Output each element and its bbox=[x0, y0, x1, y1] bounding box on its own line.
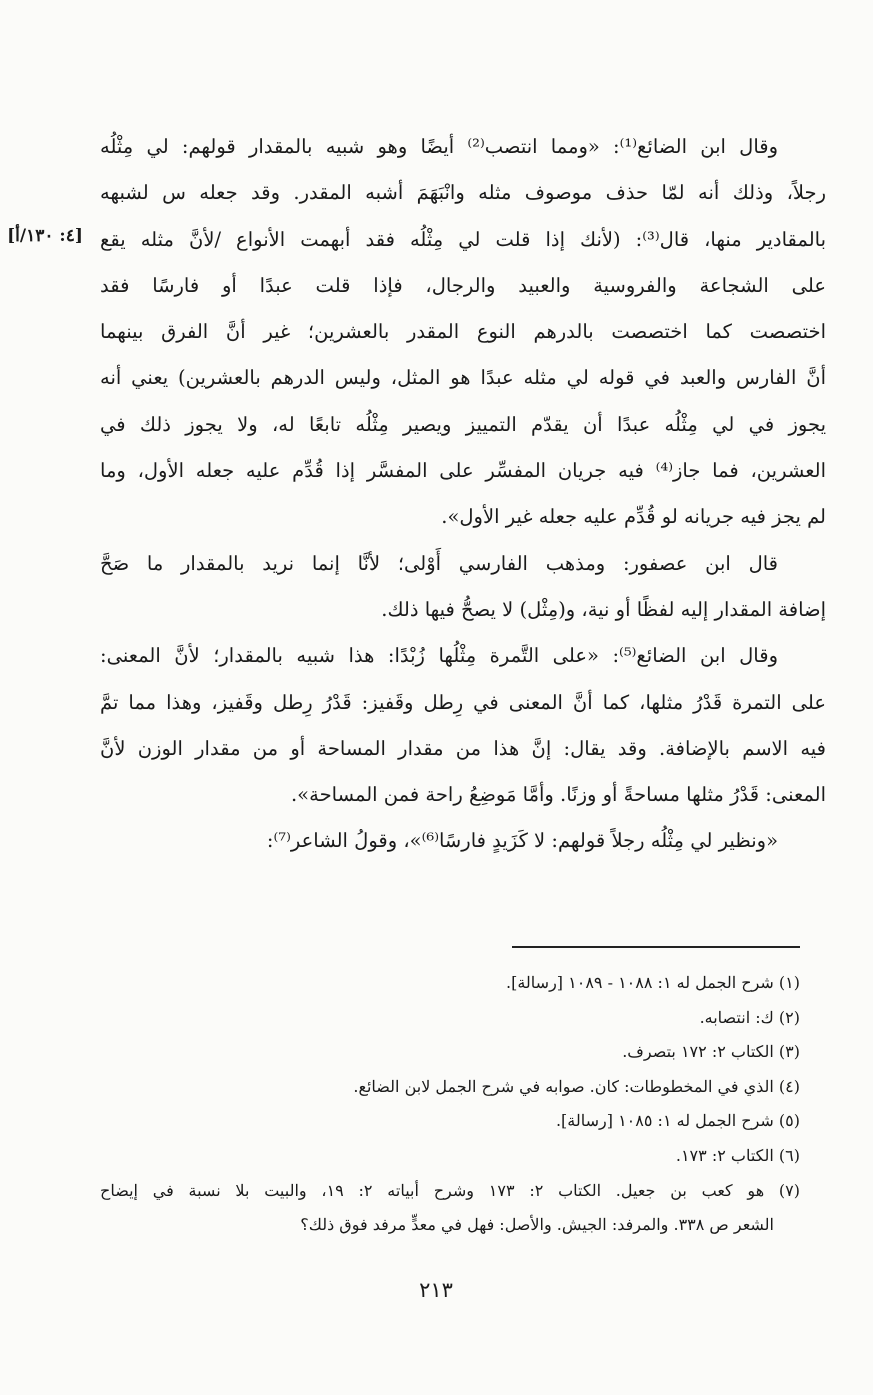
text-line: المعنى: قَدْرُ مثلها مساحةً أو وزنًا. وأمَّا مَوضِعُ راحة فمن المساحة». bbox=[290, 783, 826, 807]
footnote: (٦) الكتاب ٢: ١٧٣. bbox=[675, 1145, 800, 1165]
text-line: «ونظير لي مِثْلُه رجلاً قولهم: لا كَزَيدٍ فارسًا⁽⁶⁾»، وقولُ الشاعر⁽⁷⁾: bbox=[266, 829, 778, 853]
footnote-separator bbox=[512, 946, 800, 948]
text-line: رجلاً، وذلك أنه لمّا حذف موصوف مثله وانْبَهَمَ أشبه المقدر. وقد جعله س لشبهه bbox=[100, 181, 826, 205]
footnote-continuation: الشعر ص ٣٣٨. والمرفد: الجيش. والأصل: فهل في معدٍّ مرفد فوق ذلك؟ bbox=[300, 1215, 774, 1235]
text-line: أنَّ الفارس والعبد في قوله لي مثله عبدًا هو المثل، وليس الدرهم بالعشرين) يعني أنه bbox=[100, 366, 826, 390]
text-line: بالمقادير منها، قال⁽³⁾: (لأنك إذا قلت لي مِثْلُه فقد أبهمت الأنواع /لأنَّ مثله يقع bbox=[100, 227, 826, 251]
manuscript-folio-reference: [٤: ١٣٠/أ] bbox=[7, 226, 83, 246]
text-line: يجوز في لي مِثْلُه عبدًا أن يقدّم التمييز ويصير مِثْلُه تابعًا له، ولا يجوز ذلك في bbox=[100, 412, 826, 436]
text-line: قال ابن عصفور: ومذهب الفارسي أَوْلى؛ لأنَّا إنما نريد بالمقدار ما صَحَّ bbox=[100, 551, 778, 575]
main-text bbox=[100, 124, 826, 865]
footnote: (٥) شرح الجمل له ١: ١٠٨٥ [رسالة]. bbox=[555, 1111, 800, 1131]
text-line: فيه الاسم بالإضافة. وقد يقال: إنَّ هذا من مقدار المساحة أو من مقدار الوزن لأنَّ bbox=[100, 736, 826, 760]
footnote: (٢) ك: انتصابه. bbox=[699, 1007, 800, 1027]
footnote: (١) شرح الجمل له ١: ١٠٨٨ - ١٠٨٩ [رسالة]. bbox=[506, 973, 800, 992]
text-line: على الشجاعة والفروسية والعبيد والرجال، فإذا قلت عبدًا أو فارسًا فقد bbox=[100, 273, 826, 297]
footnotes bbox=[100, 966, 800, 1243]
text-line: وقال ابن الضائع⁽⁵⁾: «على التَّمرة مِثْلُها زُبْدًا: هذا شبيه بالمقدار؛ لأنَّ المعنى: bbox=[100, 644, 778, 668]
text-line: إضافة المقدار إليه لفظًا أو نية، و(مِثْل) لا يصحُّ فيها ذلك. bbox=[381, 597, 826, 621]
page-number: ٢١٣ bbox=[419, 1278, 453, 1302]
text-line: العشرين، فما جاز⁽⁴⁾ فيه جريان المفسِّر على المفسَّر إذا قُدِّم عليه جعله الأول، وما bbox=[100, 459, 826, 483]
text-line: اختصصت كما اختصصت بالدرهم النوع المقدر بالعشرين؛ غير أنَّ الفرق بينهما bbox=[100, 320, 826, 344]
text-line: لم يجز فيه جريانه لو قُدِّم عليه جعله غير الأول». bbox=[441, 505, 826, 529]
footnote: (٣) الكتاب ٢: ١٧٢ بتصرف. bbox=[622, 1042, 800, 1062]
text-line: على التمرة قَدْرُ مثلها، كما أنَّ المعنى في رِطل وقَفيز: قَدْرُ رِطل وقَفيز، وهذا مما تمَّ bbox=[100, 690, 826, 714]
footnote: (٤) الذي في المخطوطات: كان. صوابه في شرح الجمل لابن الضائع. bbox=[353, 1076, 800, 1096]
footnote: (٧) هو كعب بن جعيل. الكتاب ٢: ١٧٣ وشرح أبياته ٢: ١٩، والبيت بلا نسبة في إيضاح bbox=[100, 1180, 800, 1200]
text-line: وقال ابن الضائع⁽¹⁾: «ومما انتصب⁽²⁾ أيضًا وهو شبيه بالمقدار قولهم: لي مِثْلُه bbox=[100, 135, 778, 158]
